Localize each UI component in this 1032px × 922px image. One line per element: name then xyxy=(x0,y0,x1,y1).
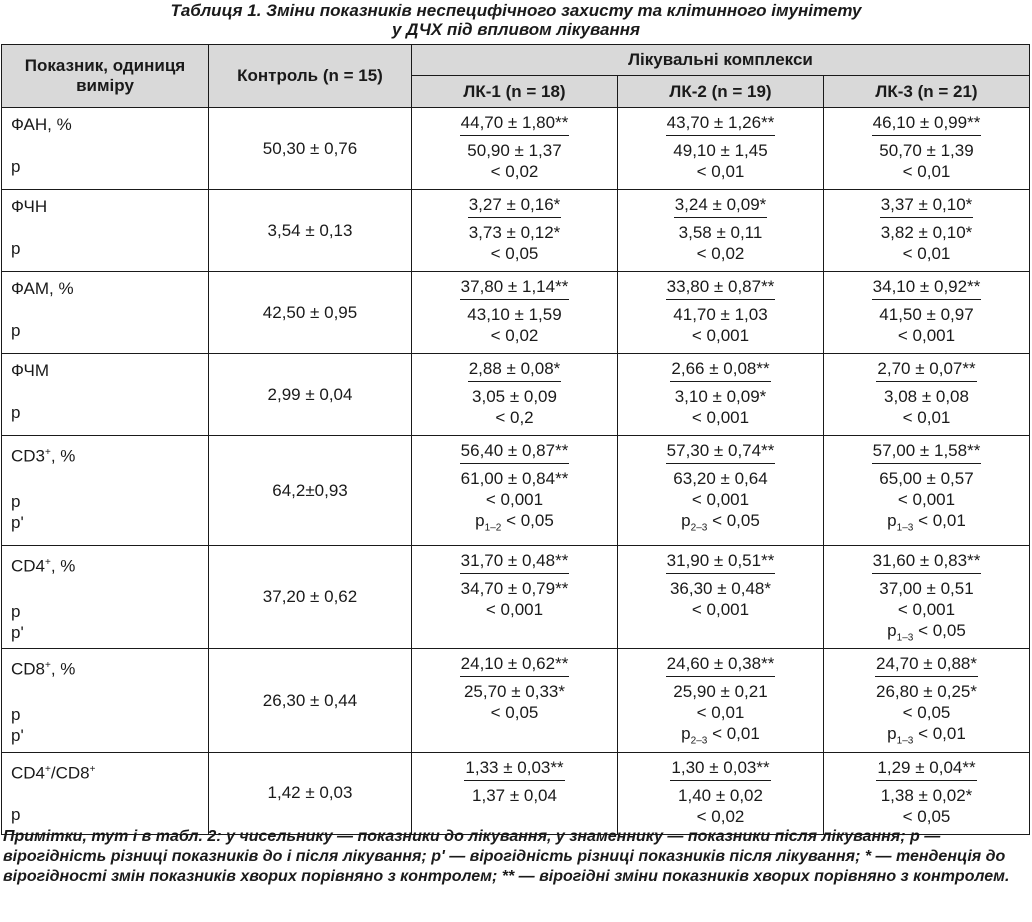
fraction xyxy=(468,358,562,407)
value-after: 34,70 ± 0,79** xyxy=(460,579,569,598)
control-value: 1,42 ± 0,03 xyxy=(209,752,412,834)
fraction xyxy=(460,440,570,489)
p-value: < 0,2 xyxy=(495,408,534,427)
value-before: 3,37 ± 0,10* xyxy=(880,194,974,218)
value-after: 3,82 ± 0,10* xyxy=(880,223,973,242)
value-after: 3,05 ± 0,09 xyxy=(472,387,557,406)
table-notes: Примітки, тут і в табл. 2: у чисельнику — показники до лікування, у знаменнику — показники після лікування; р — вірогідність різниці показників до і після лікування; р' — вірогідність різниці показників після лікування; * — тенденція до вірогідності змін показників хворих порівняно з контролем; ** — вірогідні зміни показників хворих порівняно з контролем. xyxy=(3,828,1010,885)
value-after: 1,40 ± 0,02 xyxy=(678,785,763,805)
lk1-cell xyxy=(412,436,618,546)
value-before: 31,90 ± 0,51** xyxy=(666,550,776,574)
fraction xyxy=(460,653,570,702)
value-before: 3,24 ± 0,09* xyxy=(674,194,768,218)
caption-line-1: Таблиця 1. Зміни показників неспецифічного захисту та клітинного імунітету xyxy=(170,1,862,20)
indicator-cell xyxy=(2,190,209,272)
p-value: < 0,05 xyxy=(902,806,951,826)
value-after: 25,70 ± 0,33* xyxy=(463,682,565,702)
pprime-value: $p_{2-3} < 0,01$ xyxy=(681,724,760,747)
p-value: < 0,001 xyxy=(691,600,750,619)
value-before: 24,60 ± 0,38** xyxy=(666,653,776,677)
control-value: 26,30 ± 0,44 xyxy=(209,649,412,752)
indicator-cell xyxy=(2,272,209,354)
p-value: < 0,001 xyxy=(691,326,750,345)
value-before: 1,30 ± 0,03** xyxy=(670,757,770,781)
lk2-cell xyxy=(618,649,824,752)
header-indicator: Показник, одиниця виміру xyxy=(2,45,209,108)
fraction xyxy=(674,194,768,243)
p-value: < 0,001 xyxy=(485,490,544,509)
lk2-cell xyxy=(618,436,824,546)
fraction xyxy=(880,194,974,243)
indicator-cell xyxy=(2,649,209,752)
value-before: 57,00 ± 1,58** xyxy=(872,440,982,464)
lk3-cell xyxy=(824,190,1030,272)
control-value: 64,2±0,93 xyxy=(209,436,412,546)
fraction xyxy=(876,358,976,407)
indicator-name: CD3+, % xyxy=(11,446,76,466)
value-after: 50,70 ± 1,39 xyxy=(879,141,974,160)
value-before: 43,70 ± 1,26** xyxy=(666,112,776,136)
table-row xyxy=(2,190,1030,272)
lk2-cell xyxy=(618,752,824,834)
p-value: < 0,001 xyxy=(897,326,956,345)
value-before: 24,10 ± 0,62** xyxy=(460,653,570,677)
pprime-label: p' xyxy=(11,622,24,642)
lk2-cell xyxy=(618,354,824,436)
header-lk1: ЛК-1 (n = 18) xyxy=(412,76,618,108)
pprime-value: $p_{1-2} < 0,05$ xyxy=(475,511,554,534)
fraction xyxy=(666,276,776,325)
value-before: 31,60 ± 0,83** xyxy=(872,550,982,574)
value-before: 2,66 ± 0,08** xyxy=(670,358,770,382)
p-value: < 0,02 xyxy=(490,326,539,345)
value-before: 24,70 ± 0,88* xyxy=(875,653,978,677)
table-row xyxy=(2,436,1030,546)
p-value: < 0,02 xyxy=(490,162,539,181)
value-after: 49,10 ± 1,45 xyxy=(673,141,768,160)
lk1-cell xyxy=(412,108,618,190)
lk1-cell xyxy=(412,752,618,834)
table-row xyxy=(2,354,1030,436)
fraction xyxy=(872,550,982,599)
value-after: 65,00 ± 0,57 xyxy=(879,469,974,488)
lk3-cell xyxy=(824,649,1030,752)
indicator-cell xyxy=(2,546,209,649)
value-before: 33,80 ± 0,87** xyxy=(666,276,776,300)
value-after: 43,10 ± 1,59 xyxy=(467,305,562,324)
header-treatment-group: Лікувальні комплекси xyxy=(412,45,1030,76)
p-label: p xyxy=(11,491,21,511)
p-label: p xyxy=(11,239,21,258)
p-value: < 0,02 xyxy=(696,244,745,263)
p-value: < 0,001 xyxy=(897,600,956,619)
lk2-cell xyxy=(618,108,824,190)
lk2-cell xyxy=(618,272,824,354)
indicator-name: CD4+/CD8+ xyxy=(11,763,96,783)
p-value: < 0,001 xyxy=(485,600,544,619)
indicator-cell xyxy=(2,752,209,834)
pprime-value: $p_{1-3} < 0,01$ xyxy=(887,511,966,534)
p-label: p xyxy=(11,601,21,621)
value-after: 50,90 ± 1,37 xyxy=(467,141,562,160)
header-lk3: ЛК-3 (n = 21) xyxy=(824,76,1030,108)
fraction xyxy=(460,112,570,161)
value-after: 41,50 ± 0,97 xyxy=(879,305,974,324)
lk1-cell xyxy=(412,190,618,272)
pprime-label: p' xyxy=(11,726,24,746)
fraction xyxy=(460,550,570,599)
lk1-cell xyxy=(412,354,618,436)
p-value: < 0,05 xyxy=(490,244,539,263)
lk2-cell xyxy=(618,190,824,272)
lk3-cell xyxy=(824,752,1030,834)
indicator-cell xyxy=(2,108,209,190)
lk2-cell xyxy=(618,546,824,649)
p-value: < 0,01 xyxy=(696,162,745,181)
value-before: 1,29 ± 0,04** xyxy=(876,757,976,781)
p-value: < 0,001 xyxy=(691,408,750,427)
value-after: 36,30 ± 0,48* xyxy=(669,579,771,598)
value-before: 31,70 ± 0,48** xyxy=(460,550,570,574)
pprime-value: $p_{1-3} < 0,01$ xyxy=(887,724,966,747)
table-row xyxy=(2,272,1030,354)
fraction xyxy=(666,550,776,599)
fraction xyxy=(666,112,776,161)
indicator-name: ФАН, % xyxy=(11,115,72,134)
table-row xyxy=(2,752,1030,834)
value-before: 44,70 ± 1,80** xyxy=(460,112,570,136)
lk3-cell xyxy=(824,108,1030,190)
value-after: 3,73 ± 0,12* xyxy=(468,223,561,242)
lk3-cell xyxy=(824,272,1030,354)
value-after: 25,90 ± 0,21 xyxy=(673,682,768,702)
control-value: 3,54 ± 0,13 xyxy=(209,190,412,272)
p-label: p xyxy=(11,321,21,340)
value-after: 1,38 ± 0,02* xyxy=(880,785,973,805)
value-after: 3,58 ± 0,11 xyxy=(678,223,763,242)
fraction xyxy=(666,653,776,702)
value-after: 3,10 ± 0,09* xyxy=(674,387,767,406)
header-lk2: ЛК-2 (n = 19) xyxy=(618,76,824,108)
indicator-name: ФАМ, % xyxy=(11,279,74,298)
value-after: 61,00 ± 0,84** xyxy=(460,469,569,488)
value-before: 56,40 ± 0,87** xyxy=(460,440,570,464)
fraction xyxy=(872,440,982,489)
fraction xyxy=(670,757,770,806)
table-row xyxy=(2,108,1030,190)
value-after: 1,37 ± 0,04 xyxy=(472,785,557,805)
control-value: 37,20 ± 0,62 xyxy=(209,546,412,649)
control-value: 50,30 ± 0,76 xyxy=(209,108,412,190)
fraction xyxy=(468,194,562,243)
lk1-cell xyxy=(412,649,618,752)
table-row xyxy=(2,649,1030,752)
fraction xyxy=(875,653,978,702)
value-after: 3,08 ± 0,08 xyxy=(884,387,969,406)
indicator-name: ФЧМ xyxy=(11,361,50,380)
p-value: < 0,01 xyxy=(696,703,745,723)
value-after: 26,80 ± 0,25* xyxy=(875,682,978,702)
lk1-cell xyxy=(412,272,618,354)
p-label: p xyxy=(11,157,21,176)
pprime-value: $p_{1-3} < 0,05$ xyxy=(887,621,966,644)
value-after: 37,00 ± 0,51 xyxy=(879,579,974,598)
value-before: 3,27 ± 0,16* xyxy=(468,194,562,218)
value-before: 2,70 ± 0,07** xyxy=(876,358,976,382)
indicator-name: CD4+, % xyxy=(11,556,76,576)
p-label: p xyxy=(11,403,21,422)
value-before: 37,80 ± 1,14** xyxy=(460,276,570,300)
p-label: p xyxy=(11,705,21,725)
lk1-cell xyxy=(412,546,618,649)
lk3-cell xyxy=(824,436,1030,546)
p-value: < 0,02 xyxy=(696,806,745,826)
value-before: 57,30 ± 0,74** xyxy=(666,440,776,464)
p-value: < 0,05 xyxy=(490,703,539,723)
value-after: 63,20 ± 0,64 xyxy=(673,469,768,488)
fraction xyxy=(460,276,570,325)
value-before: 1,33 ± 0,03** xyxy=(464,757,564,781)
p-value: < 0,01 xyxy=(902,162,951,181)
value-before: 46,10 ± 0,99** xyxy=(872,112,982,136)
p-value: < 0,001 xyxy=(897,490,956,509)
fraction xyxy=(872,276,982,325)
caption-line-2: у ДЧХ під впливом лікування xyxy=(391,20,641,39)
table-row xyxy=(2,546,1030,649)
indicator-name: CD8+, % xyxy=(11,660,76,680)
header-control: Контроль (n = 15) xyxy=(209,45,412,108)
results-table xyxy=(1,44,1030,835)
indicator-cell xyxy=(2,436,209,546)
value-before: 2,88 ± 0,08* xyxy=(468,358,562,382)
indicator-name: ФЧН xyxy=(11,197,48,216)
pprime-label: p' xyxy=(11,512,24,532)
control-value: 2,99 ± 0,04 xyxy=(209,354,412,436)
fraction xyxy=(876,757,976,806)
p-value: < 0,001 xyxy=(691,490,750,509)
control-value: 42,50 ± 0,95 xyxy=(209,272,412,354)
value-before: 34,10 ± 0,92** xyxy=(872,276,982,300)
lk3-cell xyxy=(824,354,1030,436)
p-value: < 0,05 xyxy=(902,703,951,723)
fraction xyxy=(464,757,564,806)
lk3-cell xyxy=(824,546,1030,649)
indicator-cell xyxy=(2,354,209,436)
table-caption xyxy=(0,0,1032,41)
p-label: p xyxy=(11,805,21,825)
fraction xyxy=(666,440,776,489)
pprime-value: $p_{2-3} < 0,05$ xyxy=(681,511,760,534)
fraction xyxy=(872,112,982,161)
p-value: < 0,01 xyxy=(902,244,951,263)
value-after: 41,70 ± 1,03 xyxy=(673,305,768,324)
p-value: < 0,01 xyxy=(902,408,951,427)
fraction xyxy=(670,358,770,407)
